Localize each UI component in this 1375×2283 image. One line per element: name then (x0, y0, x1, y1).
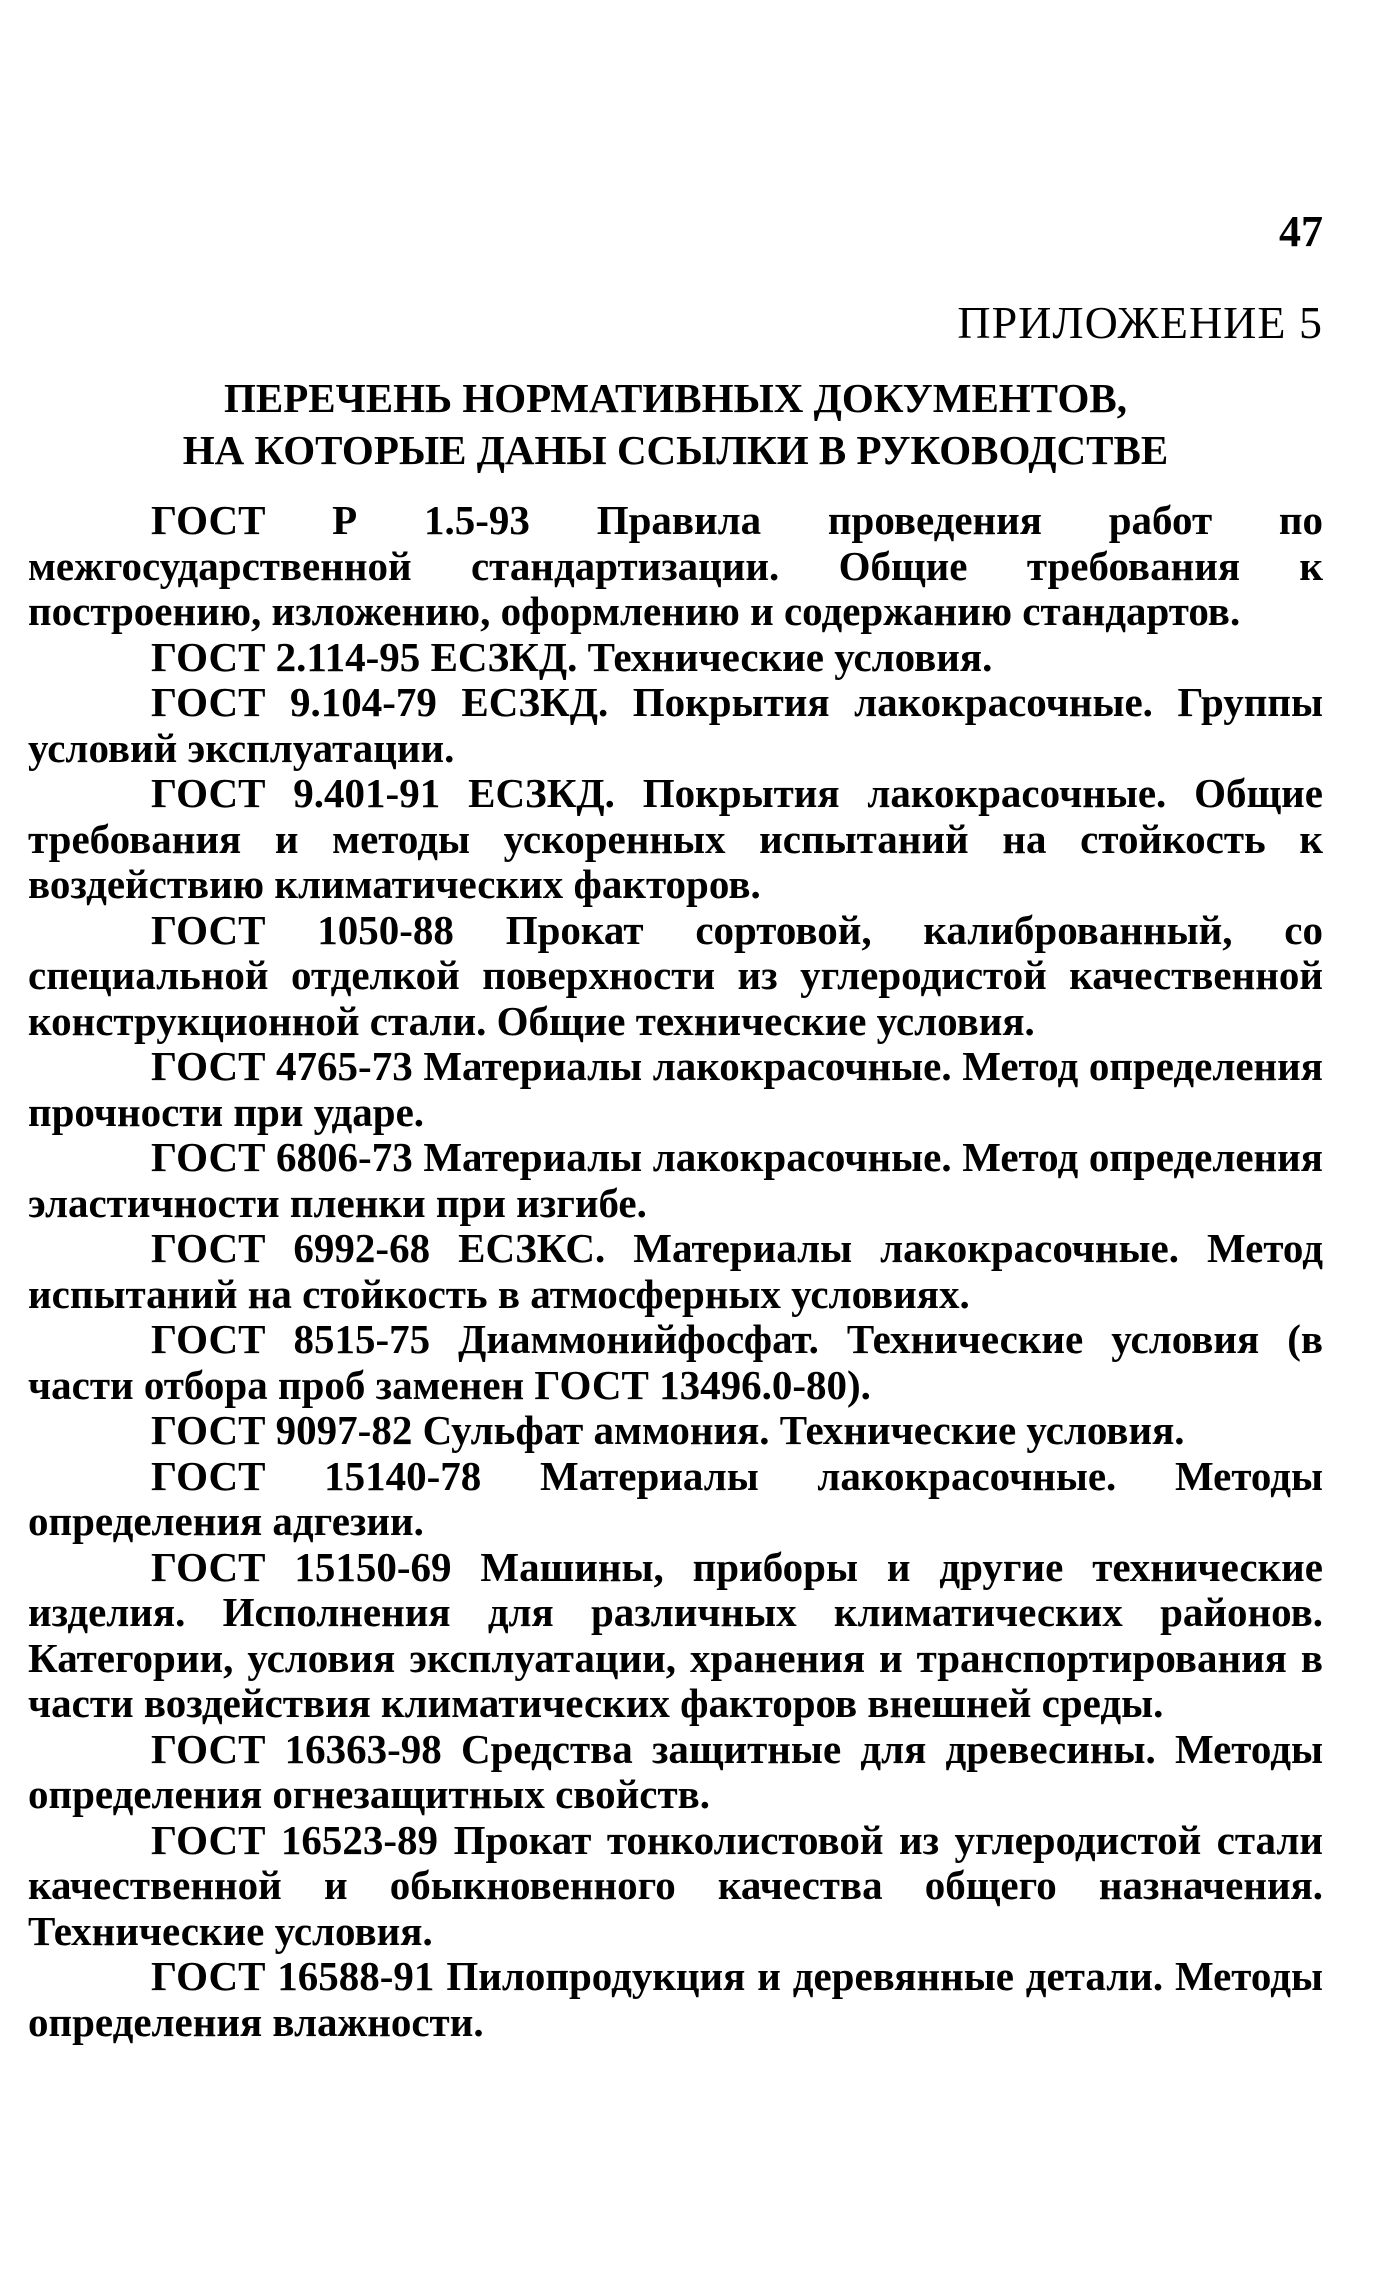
reference-title: Материалы лакокрасочные. Методы определения адгезии. (28, 1452, 1324, 1544)
reference-code: ГОСТ 16363-98 (151, 1725, 442, 1772)
reference-item (28, 1545, 1323, 1727)
reference-item (28, 1226, 1323, 1317)
title-line-1: ПЕРЕЧЕНЬ НОРМАТИВНЫХ ДОКУМЕНТОВ, (224, 375, 1127, 421)
reference-title: ЕСЗКС. Материалы лакокрасочные. Метод испытаний на стойкость в атмосферных условиях. (28, 1225, 1323, 1317)
reference-title: ЕСЗКД. Покрытия лакокрасочные. Общие требования и методы ускоренных испытаний на стойкость к воздействию климатических факторов. (28, 770, 1323, 907)
reference-code: ГОСТ 16523-89 (151, 1816, 439, 1863)
reference-title: Диаммонийфосфат. Технические условия (в части отбора проб заменен ГОСТ 13496.0-80). (28, 1316, 1323, 1408)
reference-code: ГОСТ 1050-88 (151, 906, 454, 953)
reference-title: Прокат тонколистовой из углеродистой стали качественной и обыкновенного качества общего назначения. Технические условия. (28, 1816, 1323, 1954)
reference-list (28, 498, 1323, 2045)
reference-code: ГОСТ Р 1.5-93 (151, 497, 530, 543)
reference-title: ЕСЗКД. Покрытия лакокрасочные. Группы условий эксплуатации. (28, 679, 1323, 771)
reference-title: Материалы лакокрасочные. Метод определения прочности при ударе. (28, 1043, 1323, 1135)
reference-item (28, 1954, 1323, 2045)
reference-title: Машины, приборы и другие технические изделия. Исполнения для различных климатических районов. Категории, условия эксплуатации, хранения и транспортирования в части воздействия климатических факторов внешней среды. (28, 1543, 1323, 1726)
reference-code: ГОСТ 8515-75 (151, 1316, 431, 1362)
reference-title: ЕСЗКД. Технические условия. (430, 633, 993, 680)
reference-item (28, 1317, 1323, 1408)
reference-code: ГОСТ 6992-68 (151, 1225, 431, 1271)
reference-item (28, 1454, 1323, 1545)
reference-item (28, 1135, 1323, 1226)
reference-item (28, 680, 1323, 771)
reference-item (28, 1818, 1323, 1955)
reference-code: ГОСТ 15150-69 (151, 1543, 452, 1590)
reference-item (28, 635, 1323, 681)
reference-item (28, 1727, 1323, 1818)
reference-code: ГОСТ 16588-91 (151, 1953, 435, 1999)
reference-item (28, 498, 1323, 635)
reference-item (28, 1044, 1323, 1135)
document-page (28, 0, 1323, 2283)
reference-code: ГОСТ 4765-73 (151, 1043, 413, 1089)
reference-item (28, 771, 1323, 908)
reference-title: Материалы лакокрасочные. Метод определения эластичности пленки при изгибе. (28, 1134, 1323, 1226)
title-line-2: НА КОТОРЫЕ ДАНЫ ССЫЛКИ В РУКОВОДСТВЕ (182, 427, 1169, 473)
reference-item (28, 1408, 1323, 1454)
reference-title: Прокат сортовой, калиброванный, со специальной отделкой поверхности из углеродистой качественной конструкционной стали. Общие технические условия. (28, 906, 1323, 1044)
reference-title: Сульфат аммония. Технические условия. (422, 1407, 1185, 1453)
page-number: 47 (1279, 207, 1323, 256)
reference-item (28, 908, 1323, 1045)
reference-code: ГОСТ 2.114-95 (151, 633, 421, 680)
reference-title: Пилопродукция и деревянные детали. Методы определения влажности. (28, 1953, 1323, 2045)
reference-title: Средства защитные для древесины. Методы определения огнезащитных свойств. (28, 1725, 1323, 1817)
document-title (28, 372, 1323, 476)
reference-code: ГОСТ 6806-73 (151, 1134, 413, 1180)
reference-code: ГОСТ 9097-82 (151, 1407, 413, 1453)
reference-code: ГОСТ 9.401-91 (151, 770, 441, 816)
appendix-heading: ПРИЛОЖЕНИЕ 5 (957, 297, 1323, 348)
reference-code: ГОСТ 9.104-79 (151, 679, 437, 725)
reference-code: ГОСТ 15140-78 (151, 1452, 482, 1499)
reference-title: Правила проведения работ по межгосударственной стандартизации. Общие требования к построению, изложению, оформлению и содержанию стандартов. (28, 497, 1324, 634)
